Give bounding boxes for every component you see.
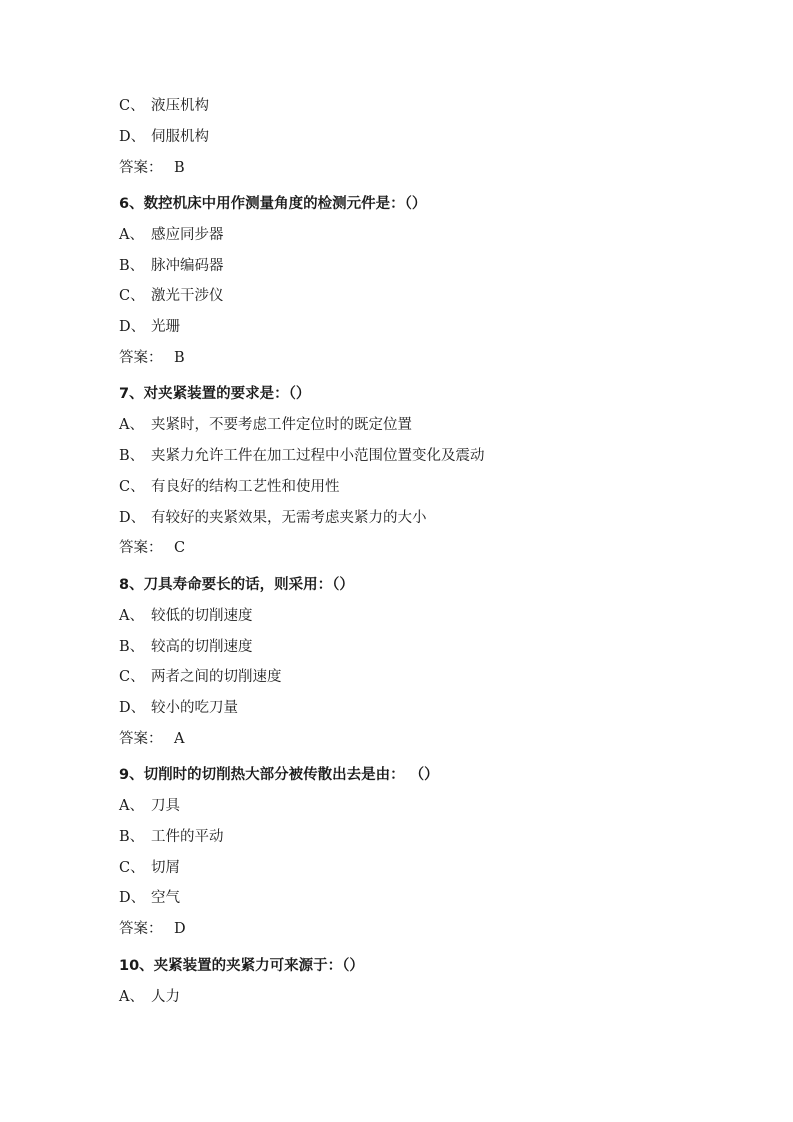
option-text: 较低的切削速度 [151, 608, 253, 624]
option-letter: D、 [119, 510, 146, 526]
option-letter: C、 [119, 98, 145, 114]
option-letter: B、 [119, 258, 145, 274]
option-letter: D、 [119, 129, 146, 145]
question-title: 10、夹紧装置的夹紧力可来源于：（） [119, 958, 364, 974]
option-row [119, 508, 427, 528]
question-title: 9、切削时的切削热大部分被传散出去是由： （） [119, 767, 439, 783]
option-row [119, 446, 485, 466]
option-letter: C、 [119, 288, 145, 304]
option-row [119, 225, 224, 245]
answer-value: B [174, 160, 185, 176]
option-letter: D、 [119, 700, 146, 716]
option-text: 激光干涉仪 [151, 288, 224, 304]
option-letter: B、 [119, 829, 145, 845]
option-text: 两者之间的切削速度 [151, 669, 282, 685]
answer-row [119, 729, 184, 749]
option-letter: A、 [119, 227, 144, 243]
option-row [119, 637, 253, 657]
answer-row [119, 919, 186, 939]
option-text: 空气 [151, 890, 180, 906]
option-text: 工件的平动 [151, 829, 224, 845]
answer-row [119, 158, 185, 178]
option-text: 感应同步器 [151, 227, 224, 243]
answer-value: B [174, 350, 185, 366]
answer-label: 答案： [119, 540, 163, 556]
option-letter: C、 [119, 479, 145, 495]
answer-value: A [174, 731, 185, 747]
option-row [119, 477, 340, 497]
option-letter: A、 [119, 417, 144, 433]
option-text: 伺服机构 [151, 129, 209, 145]
option-letter: C、 [119, 860, 145, 876]
option-letter: A、 [119, 798, 144, 814]
question-title: 8、刀具寿命要长的话，则采用：（） [119, 577, 354, 593]
answer-row [119, 538, 185, 558]
option-text: 液压机构 [151, 98, 209, 114]
option-text: 较小的吃刀量 [151, 700, 238, 716]
answer-label: 答案： [119, 731, 163, 747]
option-text: 刀具 [151, 798, 180, 814]
option-row [119, 858, 180, 878]
option-row [119, 256, 224, 276]
question-title: 6、数控机床中用作测量角度的检测元件是：（） [119, 196, 427, 212]
option-letter: B、 [119, 448, 145, 464]
option-text: 夹紧时，不要考虑工件定位时的既定位置 [151, 417, 412, 433]
option-text: 有良好的结构工艺性和使用性 [151, 479, 340, 495]
option-row [119, 127, 209, 147]
answer-label: 答案： [119, 160, 163, 176]
option-text: 切屑 [151, 860, 180, 876]
option-text: 光珊 [151, 319, 180, 335]
option-row [119, 286, 224, 306]
option-row [119, 317, 180, 337]
option-row [119, 667, 282, 687]
option-text: 有较好的夹紧效果，无需考虑夹紧力的大小 [151, 510, 427, 526]
option-letter: D、 [119, 319, 146, 335]
option-row [119, 698, 238, 718]
option-row [119, 606, 253, 626]
answer-row [119, 348, 185, 368]
option-letter: A、 [119, 989, 144, 1005]
option-row [119, 987, 180, 1007]
option-letter: D、 [119, 890, 146, 906]
option-letter: A、 [119, 608, 144, 624]
option-text: 夹紧力允许工件在加工过程中小范围位置变化及震动 [151, 448, 485, 464]
option-row [119, 415, 412, 435]
question-title: 7、对夹紧装置的要求是：（） [119, 386, 311, 402]
option-row [119, 827, 224, 847]
option-letter: C、 [119, 669, 145, 685]
option-text: 人力 [151, 989, 180, 1005]
option-letter: B、 [119, 639, 145, 655]
option-text: 较高的切削速度 [151, 639, 253, 655]
option-text: 脉冲编码器 [151, 258, 224, 274]
option-row [119, 888, 180, 908]
answer-label: 答案： [119, 350, 163, 366]
answer-label: 答案： [119, 921, 163, 937]
answer-value: C [174, 540, 186, 556]
option-row [119, 796, 180, 816]
option-row [119, 96, 209, 116]
answer-value: D [174, 921, 186, 937]
